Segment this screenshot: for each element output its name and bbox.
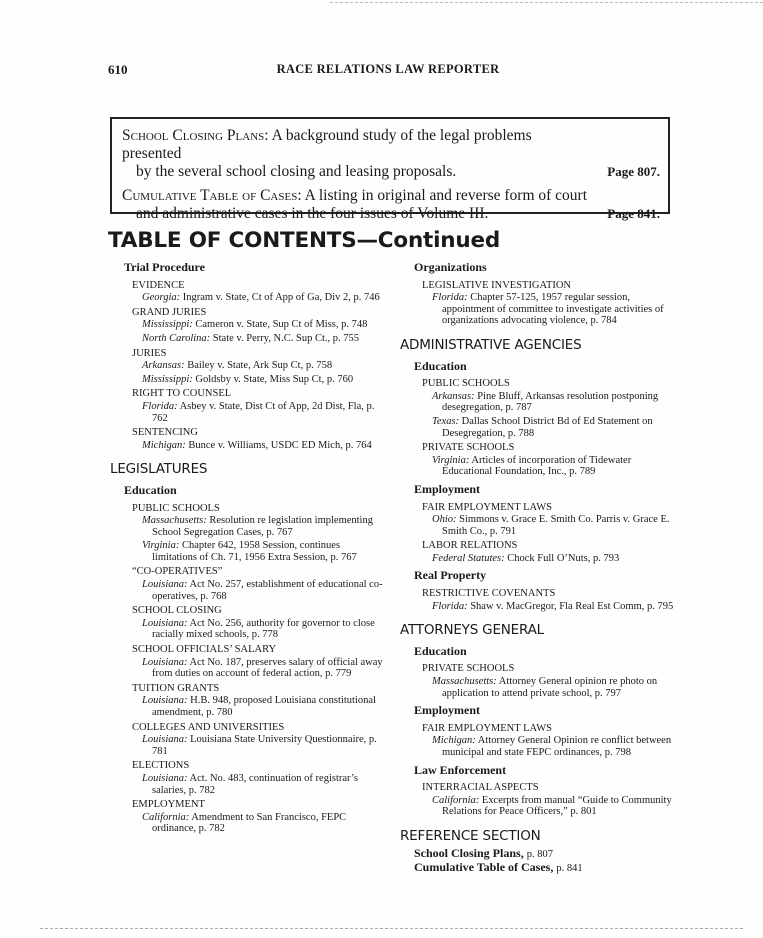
feature-box (110, 117, 670, 222)
reference-label: Cumulative Table of Cases, (414, 860, 554, 875)
entry-text: Ingram v. State, Ct of App of Ga, Div 2, p. 746 (180, 292, 380, 304)
feature-text: : A background study of the legal problems presented (122, 127, 532, 162)
toc-entry (432, 676, 678, 699)
toc-category: SENTENCING (132, 427, 198, 439)
toc-category: COLLEGES AND UNIVERSITIES (132, 721, 285, 733)
entry-jurisdiction: Mississippi: (142, 319, 193, 331)
entry-jurisdiction: Florida: (432, 292, 468, 304)
entry-text: Louisiana State University Questionnaire, p. 781 (152, 734, 377, 757)
toc-category: LEGISLATIVE INVESTIGATION (422, 279, 572, 291)
entry-jurisdiction: Virginia: (142, 540, 180, 552)
toc-entry (432, 455, 678, 478)
entry-text: Bailey v. State, Ark Sup Ct, p. 758 (184, 360, 333, 372)
running-header (108, 62, 668, 78)
entry-jurisdiction: Florida: (142, 400, 178, 412)
toc-subheading: Employment (414, 481, 480, 496)
entry-jurisdiction: California: (432, 794, 480, 806)
toc-subheading: Trial Procedure (124, 260, 205, 274)
entry-text: Bunce v. Williams, USDC ED Mich, p. 764 (185, 439, 372, 451)
entry-text: Simmons v. Grace E. Smith Co. Parris v. Grace E. Smith Co., p. 791 (442, 514, 670, 537)
entry-text: Dallas School District Bd of Ed Statement on Desegregation, p. 788 (442, 415, 653, 439)
journal-title: RACE RELATIONS LAW REPORTER (276, 62, 500, 76)
entry-jurisdiction: Arkansas: (142, 360, 185, 372)
toc-entry (142, 657, 386, 680)
entry-jurisdiction: Arkansas: (432, 390, 475, 402)
feature-title: School Closing Plans (122, 127, 265, 144)
toc-entry (142, 292, 386, 304)
entry-jurisdiction: Michigan: (142, 439, 186, 451)
toc-subheading: Real Property (414, 568, 487, 583)
toc-entry (142, 401, 386, 424)
toc-entry (432, 601, 678, 613)
toc-category: PUBLIC SCHOOLS (422, 378, 510, 390)
reference-page: p. 807 (526, 848, 553, 860)
feature-text: by the several school closing and leasing proposals. (136, 163, 457, 180)
entry-text: Goldsby v. State, Miss Sup Ct, p. 760 (192, 373, 354, 385)
toc-entry (432, 795, 678, 818)
toc-section-heading: REFERENCE SECTION (400, 827, 541, 844)
entry-jurisdiction: Louisiana: (142, 617, 188, 629)
entry-text: Articles of incorporation of Tidewater Educational Foundation, Inc., p. 789 (442, 454, 632, 478)
entry-jurisdiction: Louisiana: (142, 579, 188, 591)
toc-subheading: Employment (414, 703, 480, 718)
entry-jurisdiction: Texas: (432, 415, 460, 427)
entry-text: H.B. 948, proposed Louisiana constitutional amendment, p. 780 (152, 695, 376, 718)
toc-category: ELECTIONS (132, 760, 190, 772)
entry-jurisdiction: North Carolina: (142, 332, 211, 344)
entry-jurisdiction: Massachusetts: (142, 515, 207, 527)
entry-jurisdiction: Federal Statutes: (432, 552, 505, 564)
entry-text: Attorney General Opinion re conflict between municipal and state FEPC ordinances, p. 798 (442, 735, 672, 758)
toc-category: FAIR EMPLOYMENT LAWS (422, 722, 553, 734)
toc-category: TUITION GRANTS (132, 682, 220, 694)
feature-page: Page 841. (607, 206, 660, 221)
entry-jurisdiction: Louisiana: (142, 772, 188, 784)
toc-category: EVIDENCE (132, 279, 185, 291)
entry-jurisdiction: Louisiana: (142, 695, 188, 707)
entry-text: Chock Full O’Nuts, p. 793 (504, 552, 620, 564)
toc-category: SCHOOL CLOSING (132, 605, 222, 617)
toc-category: PUBLIC SCHOOLS (132, 502, 220, 514)
entry-text: Chapter 642, 1958 Session, continues limitations of Ch. 71, 1956 Extra Session, p. 767 (152, 540, 357, 563)
toc-subheading: Education (414, 358, 467, 373)
toc-subheading: Education (124, 482, 177, 497)
entry-jurisdiction: Louisiana: (142, 734, 188, 746)
entry-jurisdiction: Florida: (432, 600, 468, 612)
toc-category: “CO-OPERATIVES” (132, 566, 223, 578)
scan-artifact-bottom (40, 928, 743, 930)
reference-entry (414, 862, 678, 875)
toc-category: RESTRICTIVE COVENANTS (422, 588, 556, 600)
feature-entry (122, 127, 660, 181)
toc-category: PRIVATE SCHOOLS (422, 442, 515, 454)
entry-text: Cameron v. State, Sup Ct of Miss, p. 748 (192, 319, 368, 331)
toc-entry (142, 440, 386, 452)
toc-entry (432, 391, 678, 414)
entry-text: Pine Bluff, Arkansas resolution postponing desegregation, p. 787 (442, 390, 659, 414)
feature-title: Cumulative Table of Cases (122, 187, 298, 204)
entry-text: Act No. 257, establishment of educational co-operatives, p. 768 (152, 579, 383, 602)
toc-entry (142, 319, 386, 331)
toc-entry (432, 735, 678, 758)
toc-entry (432, 514, 678, 537)
toc-category: GRAND JURIES (132, 306, 207, 318)
toc-category: SCHOOL OFFICIALS’ SALARY (132, 644, 277, 656)
toc-entry (142, 374, 386, 386)
toc-entry (142, 515, 386, 538)
entry-text: Excerpts from manual “Guide to Community Relations for Peace Officers,” p. 801 (442, 794, 672, 818)
toc-entry (142, 812, 386, 835)
entry-jurisdiction: Mississippi: (142, 373, 193, 385)
toc-category: EMPLOYMENT (132, 799, 205, 811)
toc-category: FAIR EMPLOYMENT LAWS (422, 501, 553, 513)
entry-jurisdiction: Louisiana: (142, 656, 188, 668)
feature-entry (122, 187, 660, 223)
entry-text: Resolution re legislation implementing School Segregation Cases, p. 767 (152, 515, 373, 538)
entry-text: Asbey v. State, Dist Ct of App, 2d Dist, Fla, p. 762 (152, 400, 375, 424)
feature-page: Page 807. (607, 164, 660, 179)
toc-category: JURIES (132, 347, 167, 359)
toc-section-heading: ATTORNEYS GENERAL (400, 622, 544, 639)
toc-entry (142, 333, 386, 345)
toc-right-column (400, 262, 678, 875)
toc-title: TABLE OF CONTENTS—Continued (108, 228, 501, 253)
entry-jurisdiction: Michigan: (432, 735, 476, 747)
entry-text: Act No. 256, authority for governor to close racially mixed schools, p. 778 (152, 617, 375, 641)
toc-subheading: Law Enforcement (414, 762, 507, 777)
toc-category: LABOR RELATIONS (422, 540, 518, 552)
toc-entry (142, 579, 386, 602)
toc-entry (142, 695, 386, 718)
toc-category: INTERRACIAL ASPECTS (422, 782, 539, 794)
toc-entry (432, 292, 678, 327)
toc-category: RIGHT TO COUNSEL (132, 388, 232, 400)
entry-text: Amendment to San Francisco, FEPC ordinance, p. 782 (152, 811, 347, 835)
reference-label: School Closing Plans, (414, 845, 524, 860)
toc-entry (142, 734, 386, 757)
entry-jurisdiction: Ohio: (432, 514, 457, 526)
toc-entry (432, 553, 678, 565)
entry-text: Act. No. 483, continuation of registrar’s salaries, p. 782 (152, 772, 358, 796)
entry-jurisdiction: Georgia: (142, 292, 181, 304)
entry-jurisdiction: Virginia: (432, 454, 470, 466)
toc-entry (142, 618, 386, 641)
page-number: 610 (108, 62, 128, 77)
reference-page: p. 841 (556, 863, 583, 875)
feature-text: : A listing in original and reverse form of court (297, 187, 588, 204)
toc-entry (432, 416, 678, 439)
toc-left-column (110, 262, 386, 837)
toc-entry (142, 540, 386, 563)
entry-jurisdiction: Massachusetts: (432, 676, 497, 688)
entry-text: Shaw v. MacGregor, Fla Real Est Comm, p. 795 (467, 600, 674, 612)
feature-text: and administrative cases in the four issues of Volume III. (136, 205, 489, 222)
entry-text: Chapter 57-125, 1957 regular session, appointment of committee to investigate activities of organizations advocating violence, p. 784 (442, 292, 664, 327)
entry-text: Act No. 187, preserves salary of official away from duties on account of federal action, p. 779 (152, 656, 383, 680)
scan-artifact-top (330, 2, 763, 4)
toc-section-heading: ADMINISTRATIVE AGENCIES (400, 336, 582, 353)
entry-text: State v. Perry, N.C. Sup Ct., p. 755 (210, 332, 360, 344)
toc-subheading: Organizations (414, 260, 487, 274)
toc-category: PRIVATE SCHOOLS (422, 663, 515, 675)
toc-entry (142, 773, 386, 796)
toc-entry (142, 360, 386, 372)
toc-section-heading: LEGISLATURES (110, 461, 208, 478)
entry-text: Attorney General opinion re photo on application to attend private school, p. 797 (442, 676, 658, 699)
entry-jurisdiction: California: (142, 811, 190, 823)
reference-entry (414, 845, 678, 861)
toc-subheading: Education (414, 643, 467, 658)
